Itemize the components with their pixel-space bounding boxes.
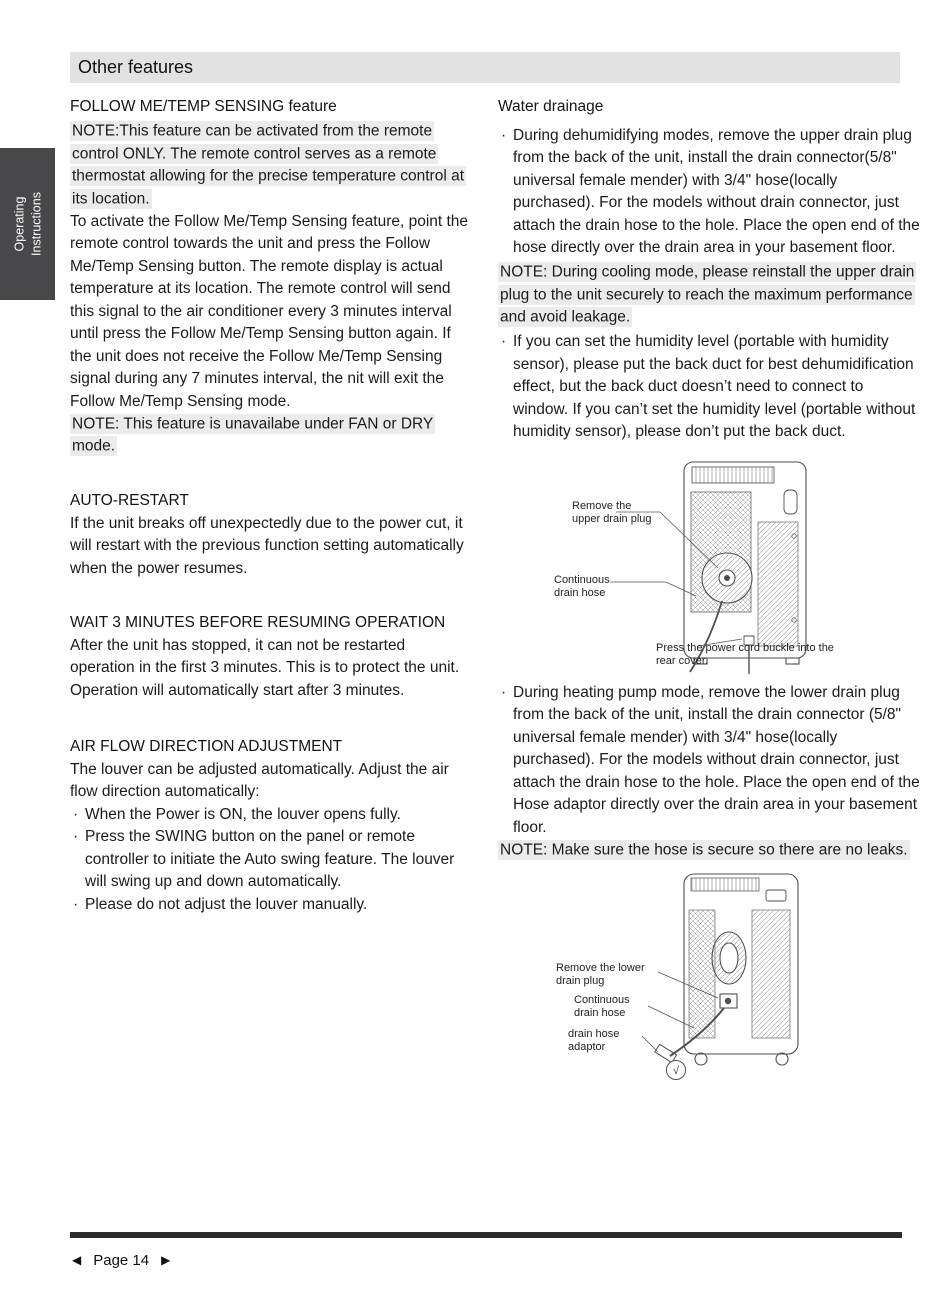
figure-label-drain-hose-adaptor: drain hose adaptor [568,1027,620,1054]
note-highlight: NOTE: During cooling mode, please reinstall the upper drain plug to the unit securely to reach the maximum performance and avoid leakage. [500,263,915,326]
list-item [498,331,922,444]
sidebar-tab-line-2: Instructions [28,192,43,256]
list-item [498,125,922,260]
figure-label-upper-drain-plug: Remove the upper drain plug [572,499,652,526]
page-number-label: Page 14 [93,1251,150,1269]
bullet-icon: · [73,828,79,845]
sidebar-tab-line-1: Operating [12,196,27,252]
figure-label-lower-drain-plug: Remove the lower drain plug [556,961,645,988]
list-item-text: Please do not adjust the louver manually. [85,895,368,913]
follow-me-heading: FOLLOW ME/TEMP SENSING feature [70,98,337,115]
drainage-note-1 [498,262,922,330]
wait-3-minutes-heading: WAIT 3 MINUTES BEFORE RESUMING OPERATION [70,614,446,631]
footer-rule [70,1232,902,1238]
wait-3-minutes-body: After the unit has stopped, it can not be restarted operation in the first 3 minutes. This is to protect the unit. Operation will automatically start after 3 minutes. [70,636,460,699]
sidebar-tab-operating-instructions [0,148,55,300]
note-highlight: NOTE:This feature can be activated from the remote control ONLY. The remote control serves as a remote thermostat allowing for the precise temperature control at its location. [72,122,464,207]
list-item-text: When the Power is ON, the louver opens fully. [85,805,401,823]
list-item [70,894,472,917]
next-page-icon[interactable]: ▶ [161,1253,171,1267]
list-item [70,826,472,894]
figure-label-power-cord-buckle: Press the power cord buckle into the rear cover. [656,641,834,668]
note-highlight: NOTE: Make sure the hose is secure so there are no leaks. [500,841,908,858]
water-drainage-heading: Water drainage [498,98,604,115]
sidebar-tab-text [0,148,55,300]
list-item-text: During heating pump mode, remove the lower drain plug from the back of the unit, install the drain connector (5/8" universal female mender) with 3/4" hose(locally purchased). For the models without drain connector, just attach the drain hose to the hole. Place the open end of the Hose adaptor directly over the drain area in your basement floor. [513,683,920,836]
left-column [70,96,472,916]
list-item [498,682,922,840]
air-flow-body: The louver can be adjusted automatically. Adjust the air flow direction automatically: [70,760,449,800]
note-highlight: NOTE: This feature is unavailabe under FAN or DRY mode. [72,415,434,455]
page-navigation [72,1247,170,1273]
bullet-icon: · [501,683,507,701]
figure-label-continuous-drain-hose: Continuous drain hose [574,993,630,1020]
drainage-note-2 [498,839,922,862]
bullet-icon: · [501,126,507,144]
prev-page-icon[interactable]: ◀ [72,1253,82,1267]
list-item-text: During dehumidifying modes, remove the upper drain plug from the back of the unit, install the drain connector(5/8" universal female mender) with 3/4" hose(locally purchased). For the models without drain connector, just attach the drain hose to the hole. Place the open end of the hose directly over the drain area in your basement floor. [513,126,920,256]
bullet-icon: · [73,805,79,823]
air-flow-heading: AIR FLOW DIRECTION ADJUSTMENT [70,738,343,755]
auto-restart-body: If the unit breaks off unexpectedly due to the power cut, it will restart with the previous function setting automatically when the power resumes. [70,514,464,577]
section-header [70,52,900,83]
list-item-text: Press the SWING button on the panel or remote controller to initiate the Auto swing feature. The louver will swing up and down automatically. [85,828,455,890]
figure-lower-drain [498,866,922,1084]
bullet-icon: · [501,333,507,350]
follow-me-note-1 [70,121,472,211]
list-item-text: If you can set the humidity level (portable with humidity sensor), please put the back duct for best dehumidification effect, but the back duct doesn’t need to connect to window. If you can’t set the humidity level (portable without humidity sensor), please don’t put the back duct. [513,333,916,440]
figure-upper-drain [498,450,922,680]
check-mark-icon: √ [672,1064,680,1077]
page-title: Other features [78,57,194,77]
bullet-icon: · [73,895,79,913]
figure-label-continuous-drain-hose: Continuous drain hose [554,573,610,600]
right-column [498,96,922,1084]
follow-me-body: To activate the Follow Me/Temp Sensing feature, point the remote control towards the unit and press the Follow Me/Temp Sensing button. The remote display is actual temperature at its location. The remote control will send this signal to the air conditioner every 3 minutes interval until press the Follow Me/Temp Sensing button again. If the unit does not receive the Follow Me/Temp Sensing signal during any 7 minutes interval, the nit will exit the Follow Me/Temp Sensing mode. [70,212,469,410]
follow-me-note-2 [70,413,472,458]
list-item [70,804,472,827]
auto-restart-heading: AUTO-RESTART [70,492,189,509]
